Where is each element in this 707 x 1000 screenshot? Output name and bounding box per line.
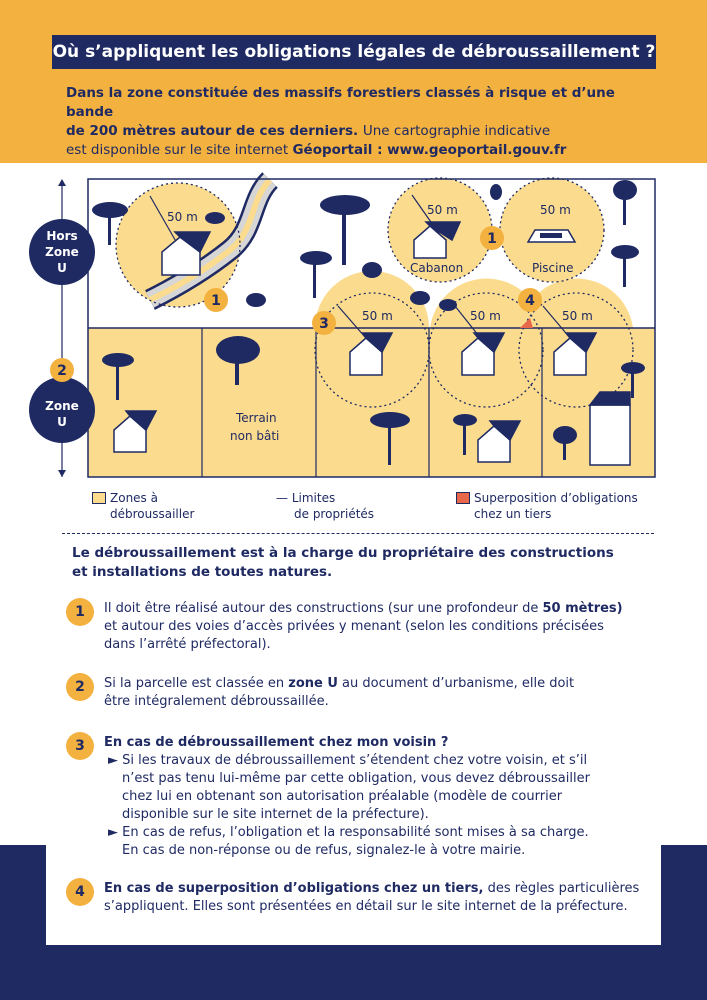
- lead-l1: Le débroussaillement est à la charge du propriétaire des constructions: [72, 545, 614, 561]
- lead-l2: et installations de toutes natures.: [72, 564, 333, 580]
- b1-l2: n’est pas tenu lui-même par cette obligation, vous devez débroussailler: [122, 771, 590, 786]
- legend-zones-l2: débroussailler: [110, 507, 195, 521]
- item-4-a: En cas de superposition d’obligations chez un tiers,: [104, 881, 484, 896]
- intro-line-1: Dans la zone constituée des massifs forestiers classés à risque et d’une bande: [66, 85, 615, 120]
- svg-text:1: 1: [211, 293, 221, 309]
- b2-l2: En cas de non-réponse ou de refus, signalez-le à votre mairie.: [122, 843, 526, 858]
- svg-text:1: 1: [487, 231, 497, 247]
- item-2-b: zone U: [288, 676, 338, 691]
- zone-diagram: [0, 170, 707, 490]
- legend-limites-l1: — Limites: [276, 491, 336, 505]
- cabanon-label: Cabanon: [410, 261, 464, 275]
- radius-label: 50 m: [427, 203, 458, 217]
- svg-text:2: 2: [57, 363, 67, 379]
- item-1-d: dans l’arrêté préfectoral).: [104, 637, 271, 652]
- item-4-b: des règles particulières: [483, 881, 640, 896]
- item-2-c: au document d’urbanisme, elle doit: [337, 676, 575, 691]
- radius-label: 50 m: [470, 309, 501, 323]
- svg-text:U: U: [57, 415, 67, 429]
- geoportail-link[interactable]: Géoportail : www.geoportail.gouv.fr: [292, 142, 567, 158]
- radius-label: 50 m: [167, 210, 198, 224]
- item-3-bullet-2: [104, 824, 659, 860]
- item-2-d: être intégralement débroussaillée.: [104, 694, 329, 709]
- lead-text: [72, 544, 652, 582]
- intro-line-2: de 200 mètres autour de ces derniers.: [66, 123, 363, 139]
- item-number: 3: [66, 732, 94, 760]
- svg-text:Zone: Zone: [45, 245, 79, 259]
- item-3-head: En cas de débroussaillement chez mon voisin ?: [104, 735, 449, 750]
- page-title: Où s’appliquent les obligations légales de débroussaillement ?: [52, 35, 656, 69]
- item-number: 1: [66, 598, 94, 626]
- item-1-b: 50 mètres): [542, 601, 623, 616]
- intro-line-3: est disponible sur le site internet: [66, 142, 293, 158]
- legend-superposition: [456, 490, 638, 522]
- intro-line-2-reg: Une cartographie indicative: [362, 123, 551, 139]
- radius-label: 50 m: [362, 309, 393, 323]
- item-1-a: Il doit être réalisé autour des constructions (sur une profondeur de: [104, 601, 543, 616]
- piscine-label: Piscine: [532, 261, 574, 275]
- terrain-label: Terrain: [236, 411, 277, 425]
- item-4-c: s’appliquent. Elles sont présentées en détail sur le site internet de la préfecture.: [104, 899, 628, 914]
- item-2-a: Si la parcelle est classée en: [104, 676, 289, 691]
- legend-limites: [276, 490, 374, 522]
- terrain-label: non bâti: [230, 429, 280, 443]
- legend-zones: [92, 490, 194, 522]
- b1-l3: chez lui en obtenant son autorisation préalable (modèle de courrier: [122, 789, 563, 804]
- legend-limites-l2: de propriétés: [294, 507, 375, 521]
- legend-zones-l1: Zones à: [110, 491, 158, 505]
- svg-text:Hors: Hors: [46, 229, 78, 243]
- item-3-bullet-1: [104, 752, 659, 824]
- divider: [62, 533, 654, 534]
- legend-sup-l2: chez un tiers: [474, 507, 552, 521]
- item-number: 2: [66, 673, 94, 701]
- b2-l1: ► En cas de refus, l’obligation et la responsabilité sont mises à sa charge.: [108, 825, 589, 840]
- svg-text:U: U: [57, 261, 67, 275]
- radius-label: 50 m: [562, 309, 593, 323]
- item-1-c: et autour des voies d’accès privées y menant (selon les conditions précisées: [104, 619, 604, 634]
- legend-sup-l1: Superposition d’obligations: [474, 491, 638, 505]
- svg-text:4: 4: [525, 293, 535, 309]
- intro-text: [66, 84, 656, 160]
- radius-label: 50 m: [540, 203, 571, 217]
- svg-text:Zone: Zone: [45, 399, 79, 413]
- pool-icon: [528, 230, 575, 242]
- item-number: 4: [66, 878, 94, 906]
- b1-l1: ► Si les travaux de débroussaillement s’étendent chez votre voisin, et s’il: [108, 753, 588, 768]
- b1-l4: disponible sur le site internet de la préfecture).: [122, 807, 429, 822]
- svg-text:3: 3: [319, 316, 329, 332]
